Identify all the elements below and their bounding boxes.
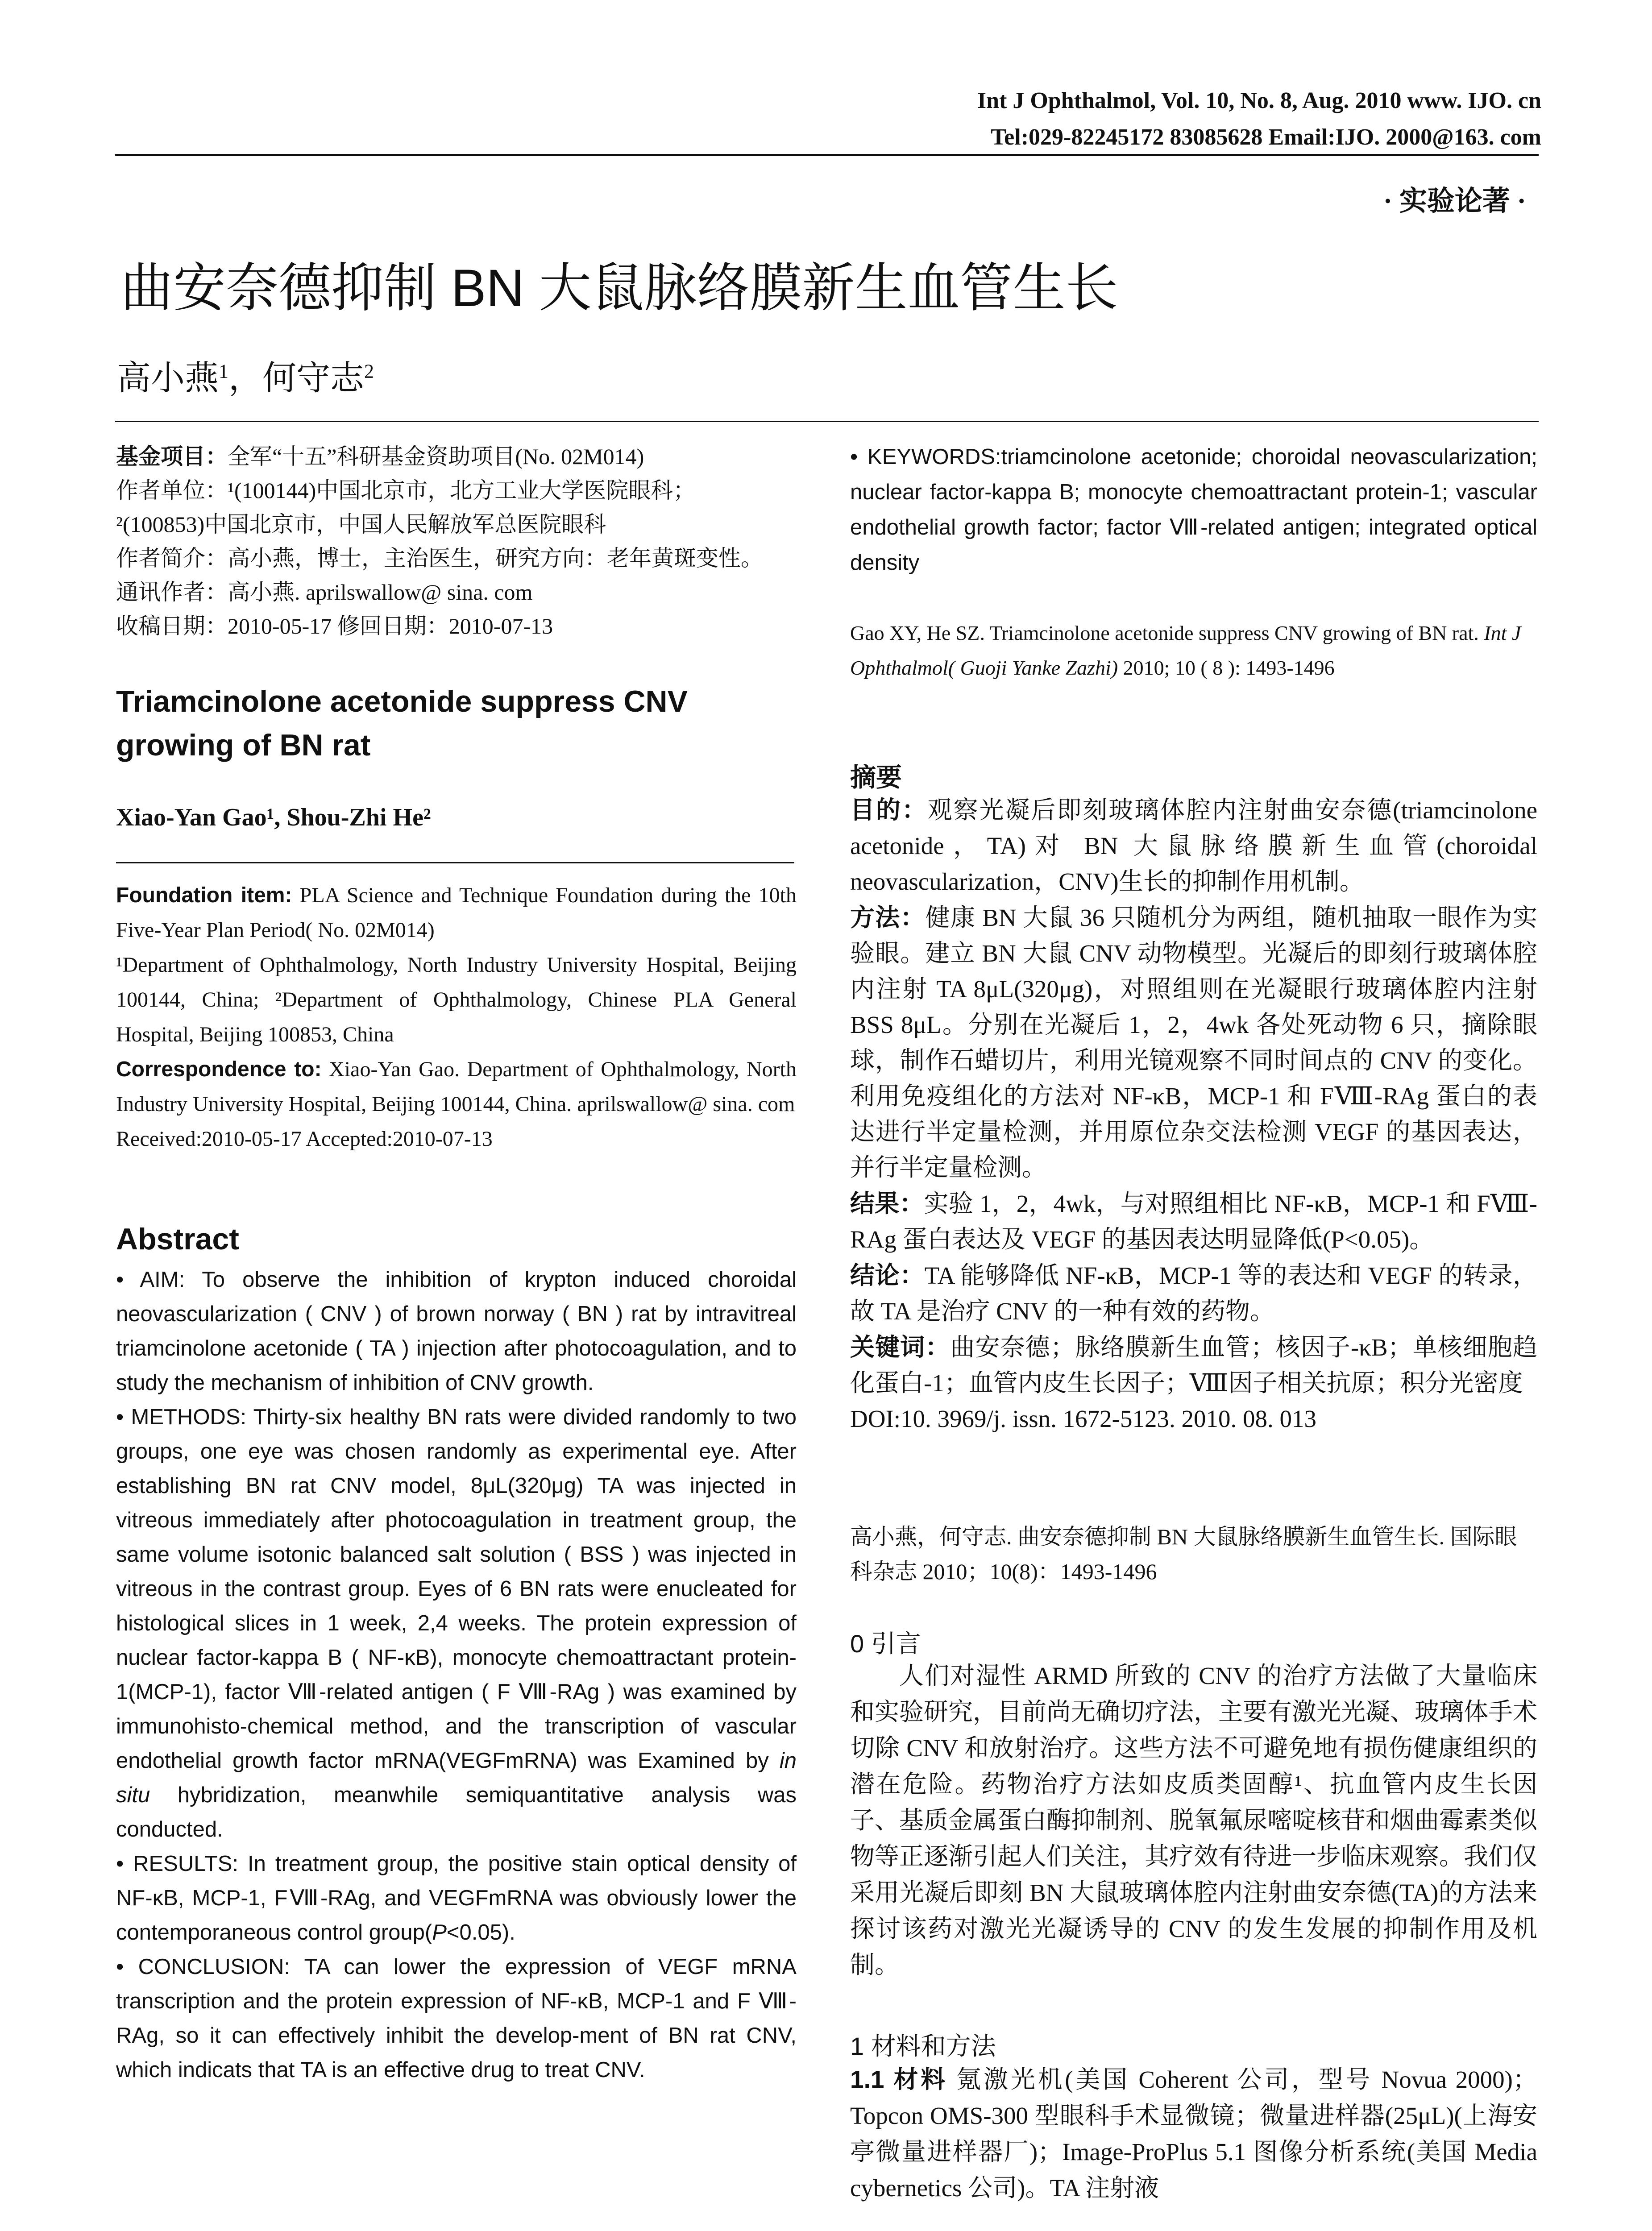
info-line-bio: 作者简介：高小燕，博士，主治医生，研究方向：老年黄斑变性。 bbox=[116, 546, 763, 571]
departments: ¹Department of Ophthalmology, North Industry University Hospital, Beijing 100144, China; ²Department of Ophthalmology, Chinese PLA General Hospital, Beijing 100853, China bbox=[116, 953, 797, 1046]
abstract-conclusion: • CONCLUSION: TA can lower the expression of VEGF mRNA transcription and the protein expression of NF-κB, MCP-1 and F Ⅷ-RAg, so it can effectively inhibit the develop-ment of BN rat CNV, which indicats that TA is an effective drug to treat CNV. bbox=[116, 1955, 797, 2082]
intro-body bbox=[850, 1658, 1537, 1983]
methods-heading: 1 材料和方法 bbox=[850, 2032, 996, 2060]
title-divider bbox=[115, 421, 1539, 422]
author2-sup: 2 bbox=[364, 360, 374, 382]
abstract-heading-cn: 摘要 bbox=[850, 763, 902, 792]
citation-en: Gao XY, He SZ. Triamcinolone acetonide suppress CNV growing of BN rat. Int J Ophthalmol( Guoji Yanke Zazhi) 2010; 10 ( 8 ): 1493-1496 bbox=[850, 622, 1521, 679]
abstract-heading-en: Abstract bbox=[116, 1222, 239, 1256]
abstract-aim: • AIM: To observe the inhibition of krypton induced choroidal neovascularization ( CNV ) of brown norway ( BN ) rat by intravitreal triamcinolone acetonide ( TA ) injection after photocoagulation, and to study the mechanism of inhibition of CNV growth. bbox=[116, 1268, 797, 1395]
keywords-en: • KEYWORDS:triamcinolone acetonide; choroidal neovascularization; nuclear factor-kappa B; monocyte chemoattractant protein-1; vascular endothelial growth factor; factor Ⅷ-related antigen; integrated optical density bbox=[850, 445, 1537, 575]
abstract-body-en bbox=[116, 1263, 797, 2087]
info-line-dates: 收稿日期：2010-05-17 修回日期：2010-07-13 bbox=[116, 614, 553, 639]
en-authors-divider bbox=[116, 862, 794, 863]
foundation-item: Foundation item: PLA Science and Technique Foundation during the 10th Five-Year Plan Period( No. 02M014) bbox=[116, 883, 797, 942]
intro-heading: 0 引言 bbox=[850, 1630, 921, 1658]
author-sep: ， bbox=[228, 360, 262, 397]
info-line-funding: 基金项目：全军“十五”科研基金资助项目(No. 02M014) bbox=[116, 444, 644, 469]
authors-cn bbox=[117, 351, 374, 399]
cn-results: 结果：实验 1，2，4wk，与对照组相比 NF-κB，MCP-1 和 FⅧ-RAg 蛋白表达及 VEGF 的基因表达明显降低(P<0.05)。 bbox=[850, 1190, 1537, 1253]
info-en-block bbox=[116, 878, 797, 1157]
correspondence-en: Correspondence to: Xiao-Yan Gao. Department of Ophthalmology, North Industry University Hospital, Beijing 100144, China. aprilswallow@ sina. com bbox=[116, 1057, 797, 1116]
info-line-affiliation2: ²(100853)中国北京市，中国人民解放军总医院眼科 bbox=[116, 512, 606, 537]
citation-cn: 高小燕，何守志. 曲安奈德抑制 BN 大鼠脉络膜新生血管生长. 国际眼科杂志 2010；10(8)：1493-1496 bbox=[850, 1524, 1517, 1584]
article-title-cn: 曲安奈德抑制 BN 大鼠脉络膜新生血管生长 bbox=[120, 259, 1118, 318]
cn-doi: DOI:10. 3969/j. issn. 1672-5123. 2010. 08. 013 bbox=[850, 1405, 1316, 1432]
abstract-methods: • METHODS: Thirty-six healthy BN rats were divided randomly to two groups, one eye was chosen randomly as experimental eye. After establishing BN rat CNV model, 8μL(320μg) TA was injected in vitreous immediately after photocoagulation in treatment group, the same volume isotonic balanced salt solution ( BSS ) was injected in vitreous in the contrast group. Eyes of 6 BN rats were enucleated for histological slices in 1 week, 2,4 weeks. The protein expression of nuclear factor-kappa B ( NF-κB), monocyte chemoattractant protein-1(MCP-1), factor Ⅷ-related antigen ( F Ⅷ-RAg ) was examined by immunohisto-chemical method, and the transcription of vascular endothelial growth factor mRNA(VEGFmRNA) was Examined by in situ hybridization, meanwhile semiquantitative analysis was conducted. bbox=[116, 1405, 797, 1841]
info-line-correspondence: 通讯作者：高小燕. aprilswallow@ sina. com bbox=[116, 580, 533, 605]
header-divider bbox=[115, 154, 1539, 156]
article-title-en: Triamcinolone acetonide suppress CNV growing of BN rat bbox=[116, 684, 688, 762]
intro-paragraph: 人们对湿性 ARMD 所致的 CNV 的治疗方法做了大量临床和实验研究，目前尚无确切疗法，主要有激光光凝、玻璃体手术切除 CNV 和放射治疗。这些方法不可避免地有损伤健康组织的潜在危险。药物治疗方法如皮质类固醇¹、抗血管内皮生长因子、基质金属蛋白酶抑制剂、脱氧氟尿嘧啶核苷和烟曲霉素类似物等正逐渐引起人们关注，其疗效有待进一步临床观察。我们仅采用光凝后即刻 BN 大鼠玻璃体腔内注射曲安奈德(TA)的方法来探讨该药对激光光凝诱导的 CNV 的发生发展的抑制作用及机制。 bbox=[850, 1662, 1538, 1978]
abstract-results: • RESULTS: In treatment group, the positive stain optical density of NF-κB, MCP-1, FⅧ-RAg, and VEGFmRNA was obviously lower the contemporaneous control group(P<0.05). bbox=[116, 1852, 797, 1945]
author1-cn: 高小燕 bbox=[117, 360, 219, 397]
received-dates: Received:2010-05-17 Accepted:2010-07-13 bbox=[116, 1127, 493, 1151]
journal-header-line2: Tel:029-82245172 83085628 Email:IJO. 2000@163. com bbox=[991, 124, 1541, 150]
info-cn-block bbox=[116, 440, 797, 643]
abstract-body-cn bbox=[850, 792, 1537, 1437]
cn-conclusion: 结论：TA 能够降低 NF-κB，MCP-1 等的表达和 VEGF 的转录，故 TA 是治疗 CNV 的一种有效的药物。 bbox=[850, 1261, 1537, 1325]
cn-aim: 目的：观察光凝后即刻玻璃体腔内注射曲安奈德(triamcinolone acetonide，TA)对 BN 大鼠脉络膜新生血管(choroidal neovascularization，CNV)生长的抑制作用机制。 bbox=[850, 796, 1537, 895]
author1-sup: 1 bbox=[219, 360, 228, 382]
section-tag: · 实验论著 · bbox=[1383, 186, 1526, 216]
authors-en: Xiao-Yan Gao¹, Shou-Zhi He² bbox=[116, 804, 431, 831]
materials-body: 1.1 材料 氪激光机(美国 Coherent 公司，型号 Novua 2000)；Topcon OMS-300 型眼科手术显微镜；微量进样器(25μL)(上海安亭微量进样器厂)；Image-ProPlus 5.1 图像分析系统(美国 Media cybernetics 公司)。TA 注射液 bbox=[850, 2065, 1537, 2202]
journal-header-line1: Int J Ophthalmol, Vol. 10, No. 8, Aug. 2010 www. IJO. cn bbox=[977, 88, 1541, 113]
info-line-affiliation1: 作者单位：¹(100144)中国北京市，北方工业大学医院眼科； bbox=[116, 478, 696, 503]
cn-methods: 方法：健康 BN 大鼠 36 只随机分为两组，随机抽取一眼作为实验眼。建立 BN 大鼠 CNV 动物模型。光凝后的即刻行玻璃体腔内注射 TA 8μL(320μg)，对照组则在光凝眼行玻璃体腔内注射 BSS 8μL。分别在光凝后 1，2，4wk 各处死动物 6 只，摘除眼球，制作石蜡切片，利用光镜观察不同时间点的 CNV 的变化。利用免疫组化的方法对 NF-κB，MCP-1 和 FⅧ-RAg 蛋白的表达进行半定量检测，并用原位杂交法检测 VEGF 的基因表达，并行半定量检测。 bbox=[850, 904, 1537, 1181]
cn-keywords: 关键词：曲安奈德；脉络膜新生血管；核因子-κB；单核细胞趋化蛋白-1；血管内皮生长因子；Ⅷ因子相关抗原；积分光密度 bbox=[850, 1333, 1537, 1397]
author2-cn: 何守志 bbox=[262, 360, 364, 397]
